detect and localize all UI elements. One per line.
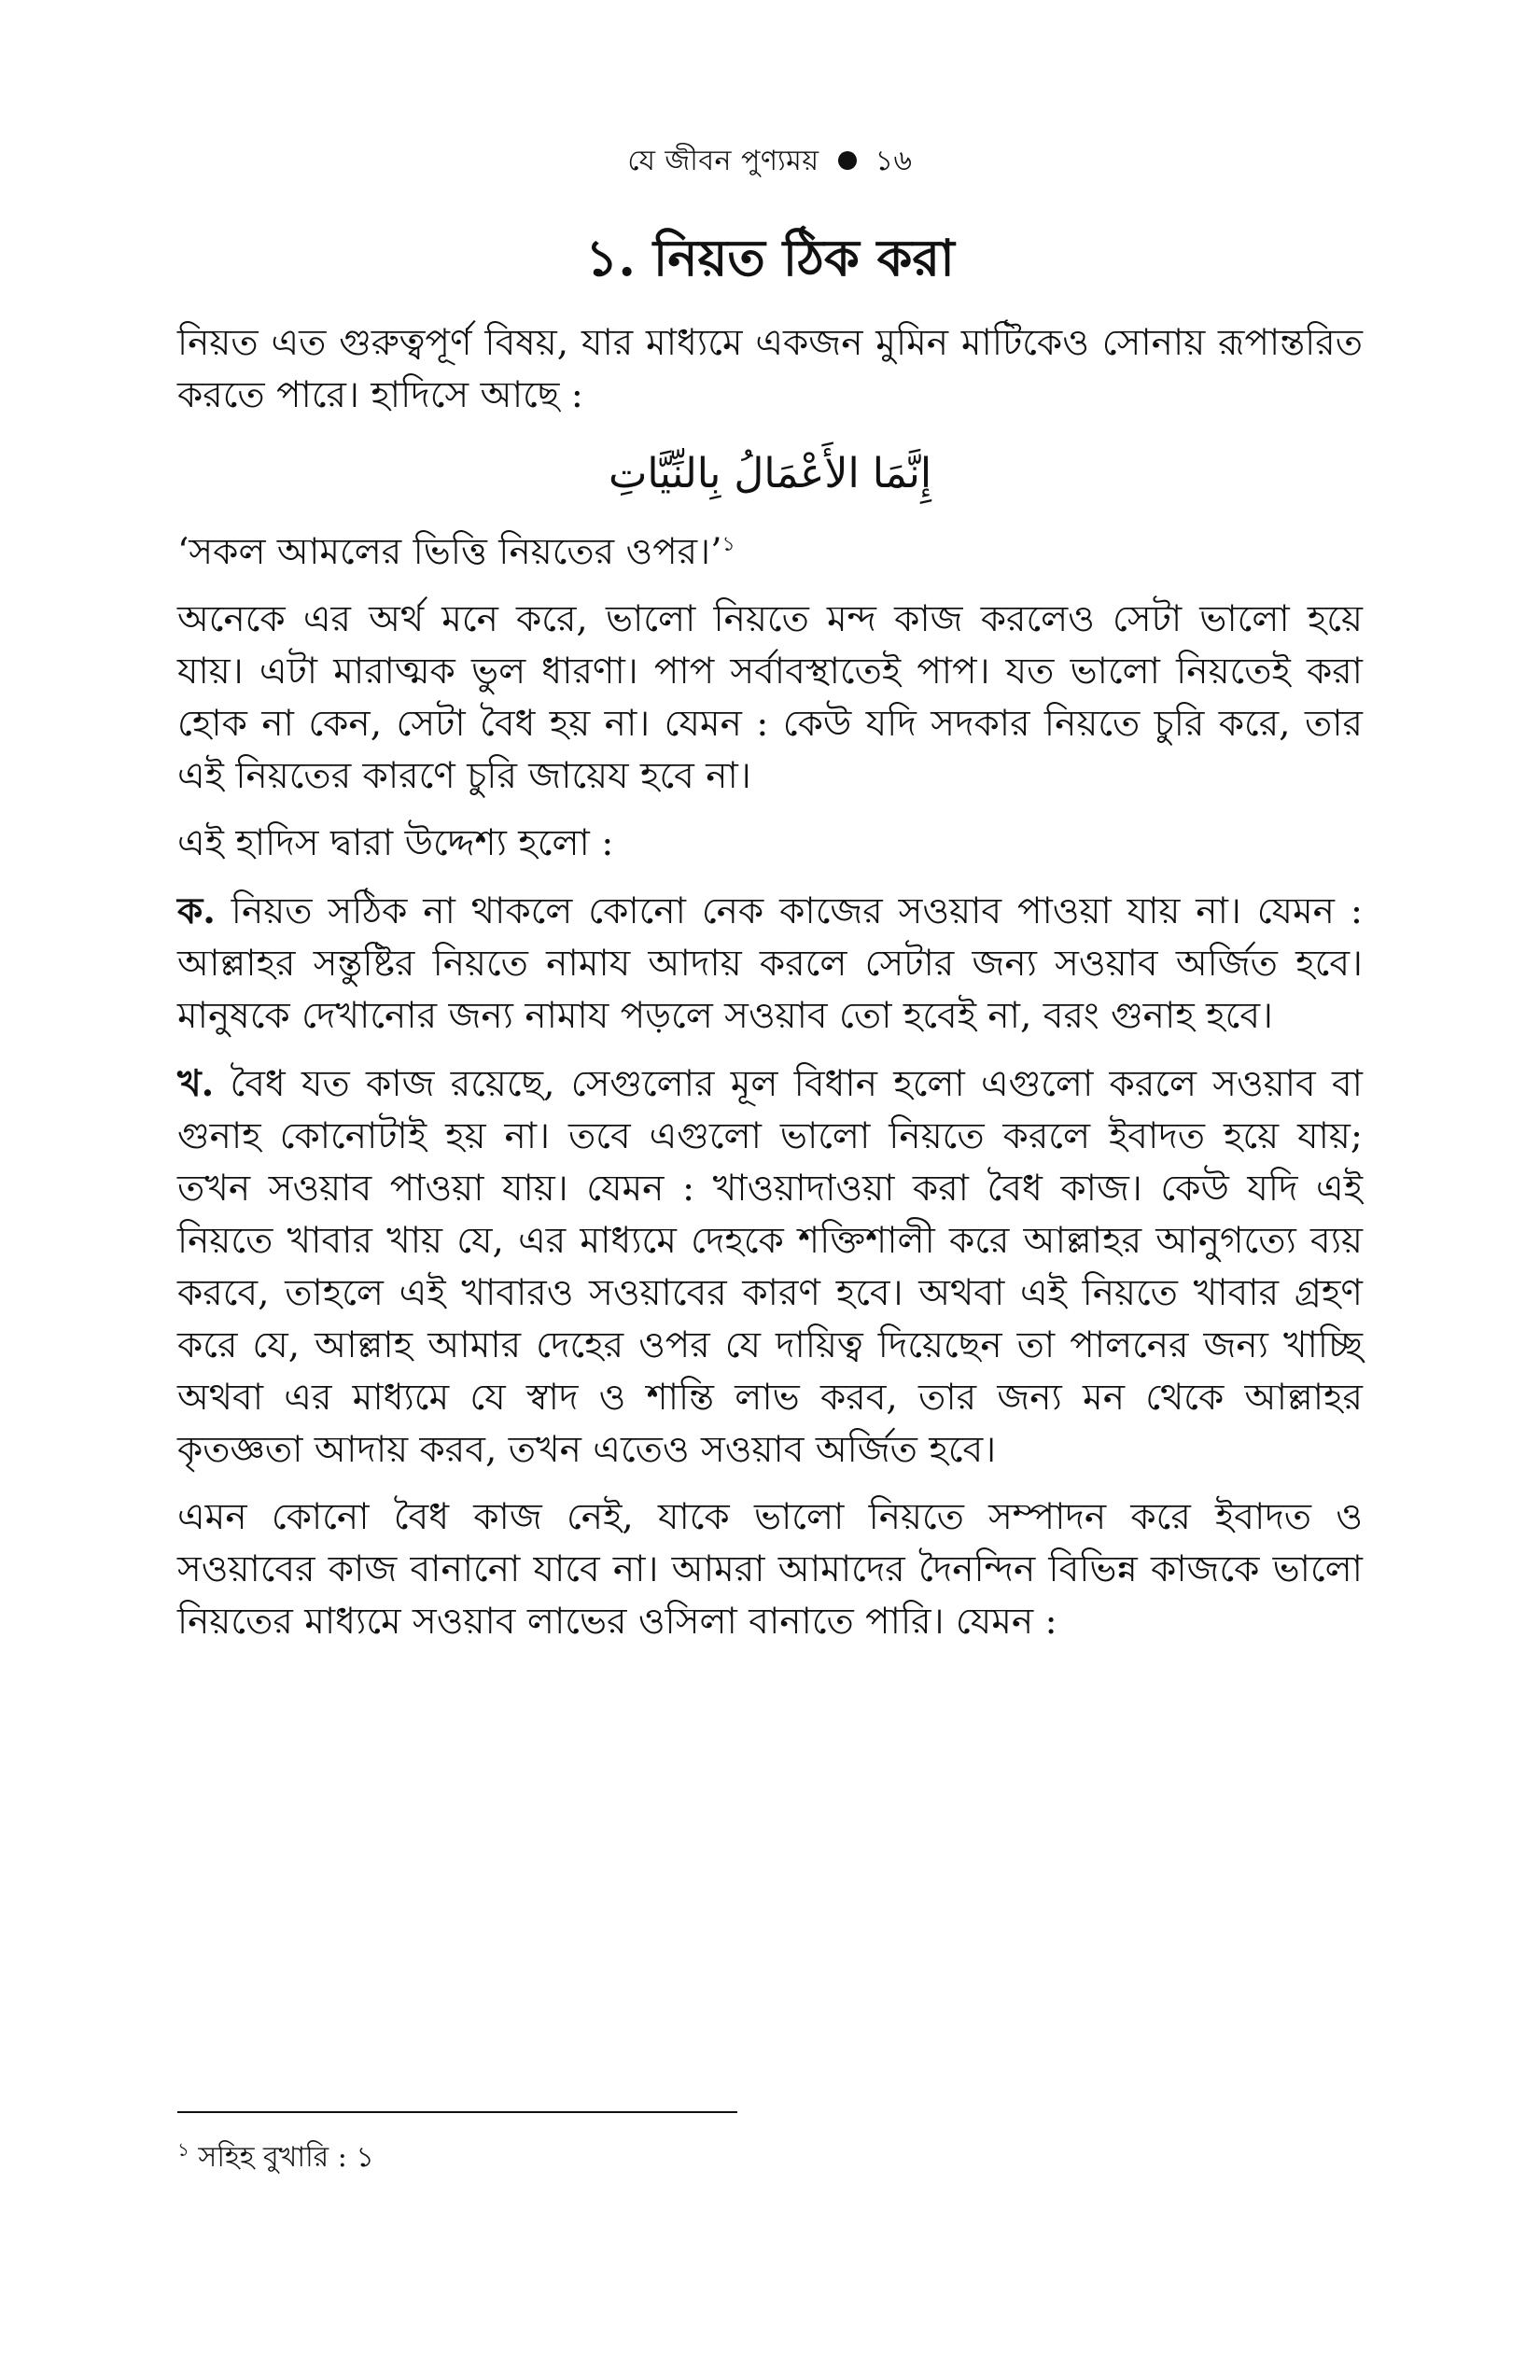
chapter-title: ১. নিয়ত ঠিক করা xyxy=(585,228,955,287)
list-item-ka xyxy=(177,885,1363,1043)
body-text xyxy=(177,317,1363,1663)
paragraph-misconception: অনেকে এর অর্থ মনে করে, ভালো নিয়তে মন্দ কাজ করলেও সেটা ভালো হয়ে যায়। এটা মারাত্মক ভুল ধারণা। পাপ সর্বাবস্থাতেই পাপ। যত ভালো নিয়তেই করা হোক না কেন, সেটা বৈধ হয় না। যেমন : কেউ যদি সদকার নিয়তে চুরি করে, তার এই নিয়তের কারণে চুরি জায়েয হবে না। xyxy=(177,598,1363,797)
item-text-kha: বৈধ যত কাজ রয়েছে, সেগুলোর মূল বিধান হলো এগুলো করলে সওয়াব বা গুনাহ কোনোটাই হয় না। তবে এগুলো ভালো নিয়তে করলে ইবাদত হয়ে যায়; তখন সওয়াব পাওয়া যায়। যেমন : খাওয়াদাওয়া করা বৈধ কাজ। কেউ যদি এই নিয়তে খাবার খায় যে, এর মাধ্যমে দেহকে শক্তিশালী করে আল্লাহর আনুগত্যে ব্যয় করবে, তাহলে এই খাবারও সওয়াবের কারণ হবে। অথবা এই নিয়তে খাবার গ্রহণ করে যে, আল্লাহ আমার দেহের ওপর যে দায়িত্ব দিয়েছেন তা পালনের জন্য খাচ্ছি অথবা এর মাধ্যমে যে স্বাদ ও শান্তি লাভ করব, তার জন্য মন থেকে আল্লাহর কৃতজ্ঞতা আদায় করব, তখন এতেও সওয়াব অর্জিত হবে। xyxy=(177,1063,1363,1471)
footnote xyxy=(177,2137,1363,2178)
running-header xyxy=(177,138,1363,186)
page-number: ১৬ xyxy=(875,145,913,177)
hadith-translation-paragraph xyxy=(177,526,1363,579)
footnote-text: সহিহ বুখারি : ১ xyxy=(198,2141,374,2174)
footnote-mark: ১ xyxy=(177,2138,189,2161)
paragraph-intro: নিয়ত এত গুরুত্বপূর্ণ বিষয়, যার মাধ্যমে একজন মুমিন মাটিকেও সোনায় রূপান্তরিত করতে পারে। হাদিসে আছে : xyxy=(177,322,1363,416)
item-marker-kha: খ. xyxy=(177,1062,215,1105)
paragraph-conclusion: এমন কোনো বৈধ কাজ নেই, যাকে ভালো নিয়তে সম্পাদন করে ইবাদত ও সওয়াবের কাজ বানানো যাবে না। আমরা আমাদের দৈনন্দিন বিভিন্ন কাজকে ভালো নিয়তের মাধ্যমে সওয়াব লাভের ওসিলা বানাতে পারি। যেমন : xyxy=(177,1496,1363,1643)
bullet-separator-icon xyxy=(838,151,857,170)
arabic-hadith: إِنَّمَا الأَعْمَالُ بِالنِّيَّاتِ xyxy=(608,450,932,497)
paragraph-purpose-intro: এই হাদিস দ্বারা উদ্দেশ্য হলো : xyxy=(177,822,614,864)
hadith-translation: ‘সকল আমলের ভিত্তি নিয়তের ওপর।’ xyxy=(177,531,722,573)
footnote-divider xyxy=(177,2111,737,2113)
book-title: যে জীবন পুণ্যময় xyxy=(627,145,819,177)
footnote-reference[interactable]: ১ xyxy=(721,533,735,556)
item-text-ka: নিয়ত সঠিক না থাকলে কোনো নেক কাজের সওয়াব পাওয়া যায় না। যেমন : আল্লাহর সন্তুষ্টির নিয়তে নামায আদায় করলে সেটার জন্য সওয়াব অর্জিত হবে। মানুষকে দেখানোর জন্য নামায পড়লে সওয়াব তো হবেই না, বরং গুনাহ হবে। xyxy=(177,890,1363,1037)
list-item-kha xyxy=(177,1057,1363,1477)
item-marker-ka: ক. xyxy=(177,889,216,932)
